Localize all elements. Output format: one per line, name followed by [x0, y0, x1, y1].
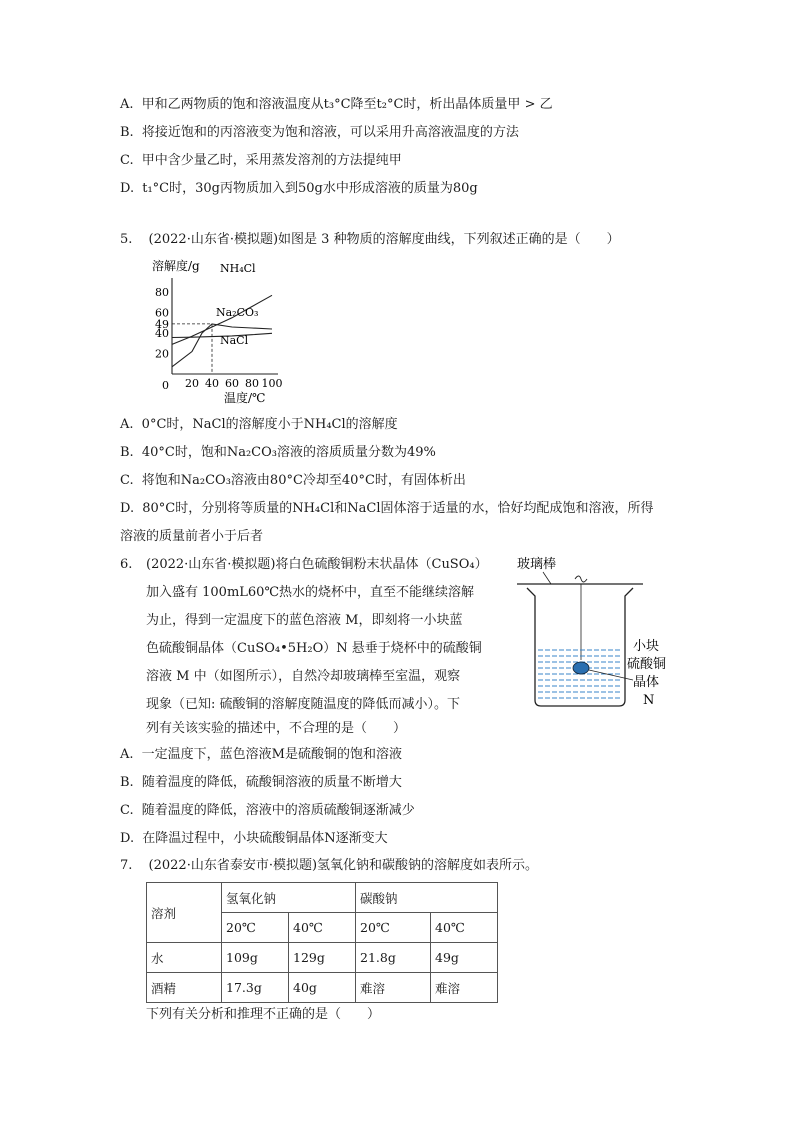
q6-stem-line: 现象（已知: 硫酸铜的溶解度随温度的降低而减小）。下 [146, 697, 461, 712]
table-header-solvent: 溶剂 [147, 883, 222, 943]
crystal-n [573, 662, 589, 674]
crystal-label: N [643, 693, 655, 708]
tick-label: 40 [205, 377, 219, 390]
q5-option-c: C. 将饱和Na₂CO₃溶液由80°C冷却至40°C时，有固体析出 [120, 473, 466, 488]
rod-label-pointer [543, 572, 551, 584]
table-cell: 129g [289, 943, 356, 973]
q5-stem: 5. (2022·山东省·模拟题)如图是 3 种物质的溶解度曲线，下列叙述正确的是（ ） [120, 232, 620, 247]
table-header-temp: 20℃ [222, 913, 289, 943]
tick-label: 60 [155, 306, 169, 320]
solubility-table [146, 882, 498, 1003]
tick-label: 49 [155, 317, 169, 331]
beaker-diagram [505, 552, 685, 712]
table-row [147, 883, 498, 913]
q6-stem-line: 色硫酸铜晶体（CuSO₄•5H₂O）N 悬垂于烧杯中的硫酸铜 [146, 641, 482, 656]
series-label: Na₂CO₃ [216, 306, 259, 319]
crystal-label: 小块 [633, 639, 660, 654]
tick-label: 0 [162, 379, 169, 392]
table-cell: 17.3g [222, 973, 289, 1003]
q6-option-a: A. 一定温度下，蓝色溶液M是硫酸铜的饱和溶液 [120, 747, 402, 762]
x-axis-label: 温度/℃ [224, 391, 266, 405]
tick-label: 20 [185, 377, 199, 390]
table-row [147, 943, 498, 973]
q6-stem-line: 加入盛有 100mL60℃热水的烧杯中，直至不能继续溶解 [146, 585, 474, 600]
q7-after: 下列有关分析和推理不正确的是（ ） [146, 1007, 381, 1022]
glass-rod-label: 玻璃棒 [517, 557, 557, 572]
beaker [527, 588, 633, 706]
table-header-temp: 20℃ [356, 913, 431, 943]
q6-stem-line: (2022·山东省·模拟题)将白色硫酸铜粉末状晶体（CuSO₄） [146, 557, 488, 572]
q5-option-a: A. 0°C时，NaCl的溶解度小于NH₄Cl的溶解度 [120, 417, 398, 432]
table-row [147, 973, 498, 1003]
q6-stem-line: 溶液 M 中（如图所示），自然冷却玻璃棒至室温，观察 [146, 669, 461, 684]
table-cell: 40g [289, 973, 356, 1003]
q4-option-a: A. 甲和乙两物质的饱和溶液温度从t₃°C降至t₂°C时，析出晶体质量甲 > 乙 [120, 97, 553, 112]
q4-option-c: C. 甲中含少量乙时，采用蒸发溶剂的方法提纯甲 [120, 153, 402, 168]
q6-stem-line: 列有关该实验的描述中，不合理的是（ ） [146, 721, 407, 736]
table-cell: 21.8g [356, 943, 431, 973]
tick-label: 100 [261, 377, 283, 390]
crystal-label: 硫酸铜 [627, 657, 667, 672]
tick-label: 60 [225, 377, 239, 390]
tick-label: 40 [155, 327, 169, 341]
q6-option-c: C. 随着温度的降低，溶液中的溶质硫酸铜逐渐减少 [120, 803, 415, 818]
y-axis-label: 溶解度/g [152, 259, 200, 273]
q6-option-b: B. 随着温度的降低，硫酸铜溶液的质量不断增大 [120, 775, 402, 790]
series-label: NaCl [220, 334, 249, 347]
table-header-group: 碳酸钠 [356, 883, 498, 913]
q4-option-d: D. t₁°C时，30g丙物质加入到50g水中形成溶液的质量为80g [120, 181, 478, 196]
table-header-temp: 40℃ [289, 913, 356, 943]
series-label: NH₄Cl [220, 262, 256, 275]
tick-label: 20 [155, 347, 169, 361]
table-header-group: 氢氧化钠 [222, 883, 356, 913]
solubility-chart [148, 256, 298, 406]
q4-option-b: B. 将接近饱和的丙溶液变为饱和溶液，可以采用升高溶液温度的方法 [120, 125, 519, 140]
q5-number: 5. [120, 232, 133, 247]
table-header-temp: 40℃ [431, 913, 498, 943]
table-cell: 水 [147, 943, 222, 973]
q7-stem: 7. (2022·山东省泰安市·模拟题)氢氧化钠和碳酸钠的溶解度如表所示。 [120, 858, 539, 873]
tick-label: 80 [155, 286, 169, 300]
table-cell: 49g [431, 943, 498, 973]
crystal-label: 晶体 [633, 675, 660, 690]
table-cell: 109g [222, 943, 289, 973]
table-cell: 酒精 [147, 973, 222, 1003]
q6-number: 6. [120, 557, 133, 572]
q5-option-d: D. 80°C时，分别将等质量的NH₄Cl和NaCl固体溶于适量的水，恰好均配成饱和溶液，所得 [120, 501, 654, 516]
q5-option-d-cont: 溶液的质量前者小于后者 [120, 529, 264, 544]
q7-number: 7. [120, 858, 133, 873]
q6-stem-line: 为止，得到一定温度下的蓝色溶液 M，即刻将一小块蓝 [146, 613, 463, 628]
tick-label: 80 [245, 377, 259, 390]
string-knot [575, 576, 587, 582]
table-cell: 难溶 [356, 973, 431, 1003]
table-cell: 难溶 [431, 973, 498, 1003]
q5-option-b: B. 40°C时，饱和Na₂CO₃溶液的溶质质量分数为49% [120, 445, 436, 460]
q6-option-d: D. 在降温过程中，小块硫酸铜晶体N逐渐变大 [120, 831, 388, 846]
